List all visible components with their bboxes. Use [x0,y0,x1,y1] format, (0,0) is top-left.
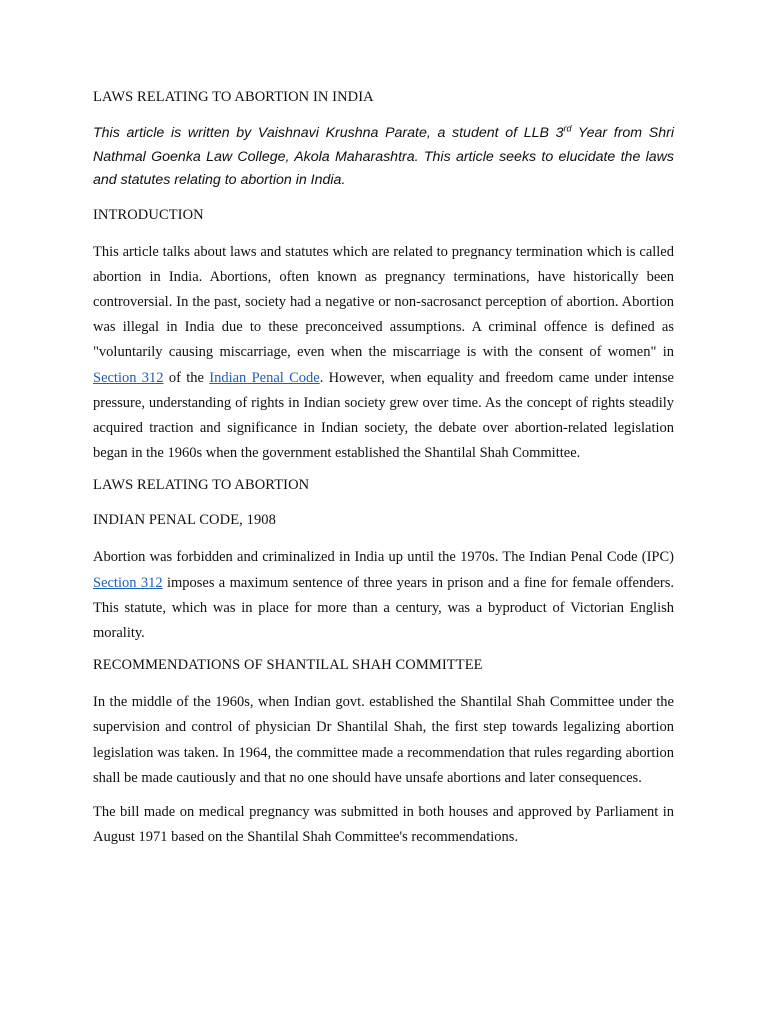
document-body [93,87,674,859]
author-intro-text-b: Year from Shri Nathmal Goenka Law College, Akola Maharashtra. This article seeks to elucidate the laws and statutes relating to abortion in India. [93,125,675,188]
paragraph-text: Abortion was forbidden and criminalized in India up until the 1970s. The Indian Penal Code (IPC) [93,549,674,566]
heading-indian-penal-code: INDIAN PENAL CODE, 1908 [93,512,276,529]
paragraph-committee: In the middle of the 1960s, when Indian govt. established the Shantilal Shah Committee under the supervision and control of physician Dr Shantilal Shah, the first step towards legalizing abortion legislation was taken. In 1964, the committee made a recommendation that rules regarding abortion shall be made cautiously and that no one should have unsafe abortions and later consequences. [93,694,674,786]
paragraph-ipc [93,545,674,646]
ordinal-superscript: rd [563,123,572,134]
paragraph-text: . However, when equality and freedom came under intense pressure, understanding of rights in Indian society grew over time. As the concept of rights steadily acquired traction and significance in Indian society, the debate over abortion-related legislation began in the 1960s when the government established the Shantilal Shah Committee. [93,369,674,462]
author-intro-text-a: This article is written by Vaishnavi Krushna Parate, a student of LLB 3 [93,125,564,141]
author-intro [93,122,674,193]
paragraph-bill: The bill made on medical pregnancy was submitted in both houses and approved by Parliament in August 1971 based on the Shantilal Shah Committee's recommendations. [93,803,674,846]
section-312-link[interactable]: Section 312 [93,369,164,386]
section-312-link-2[interactable]: Section 312 [93,574,163,591]
heading-laws-relating: LAWS RELATING TO ABORTION [93,477,310,494]
paragraph-text: of the [163,369,210,386]
document-title: LAWS RELATING TO ABORTION IN INDIA [93,89,374,105]
indian-penal-code-link[interactable]: Indian Penal Code [209,369,320,386]
paragraph-text: imposes a maximum sentence of three years in prison and a fine for female offenders. This statute, which was in place for more than a century, was a byproduct of Victorian English morality. [93,574,674,641]
heading-recommendations: RECOMMENDATIONS OF SHANTILAL SHAH COMMITTEE [93,657,483,674]
paragraph-introduction [93,240,674,467]
heading-introduction: INTRODUCTION [93,206,204,223]
paragraph-text: This article talks about laws and statutes which are related to pregnancy termination which is called abortion in India. Abortions, often known as pregnancy terminations, have historically been controversial. In the past, society had a negative or non-sacrosanct perception of abortion. Abortion was illegal in India due to these preconceived assumptions. A criminal offence is defined as "voluntarily causing miscarriage, even when the miscarriage is with the consent of women" in [93,243,674,361]
